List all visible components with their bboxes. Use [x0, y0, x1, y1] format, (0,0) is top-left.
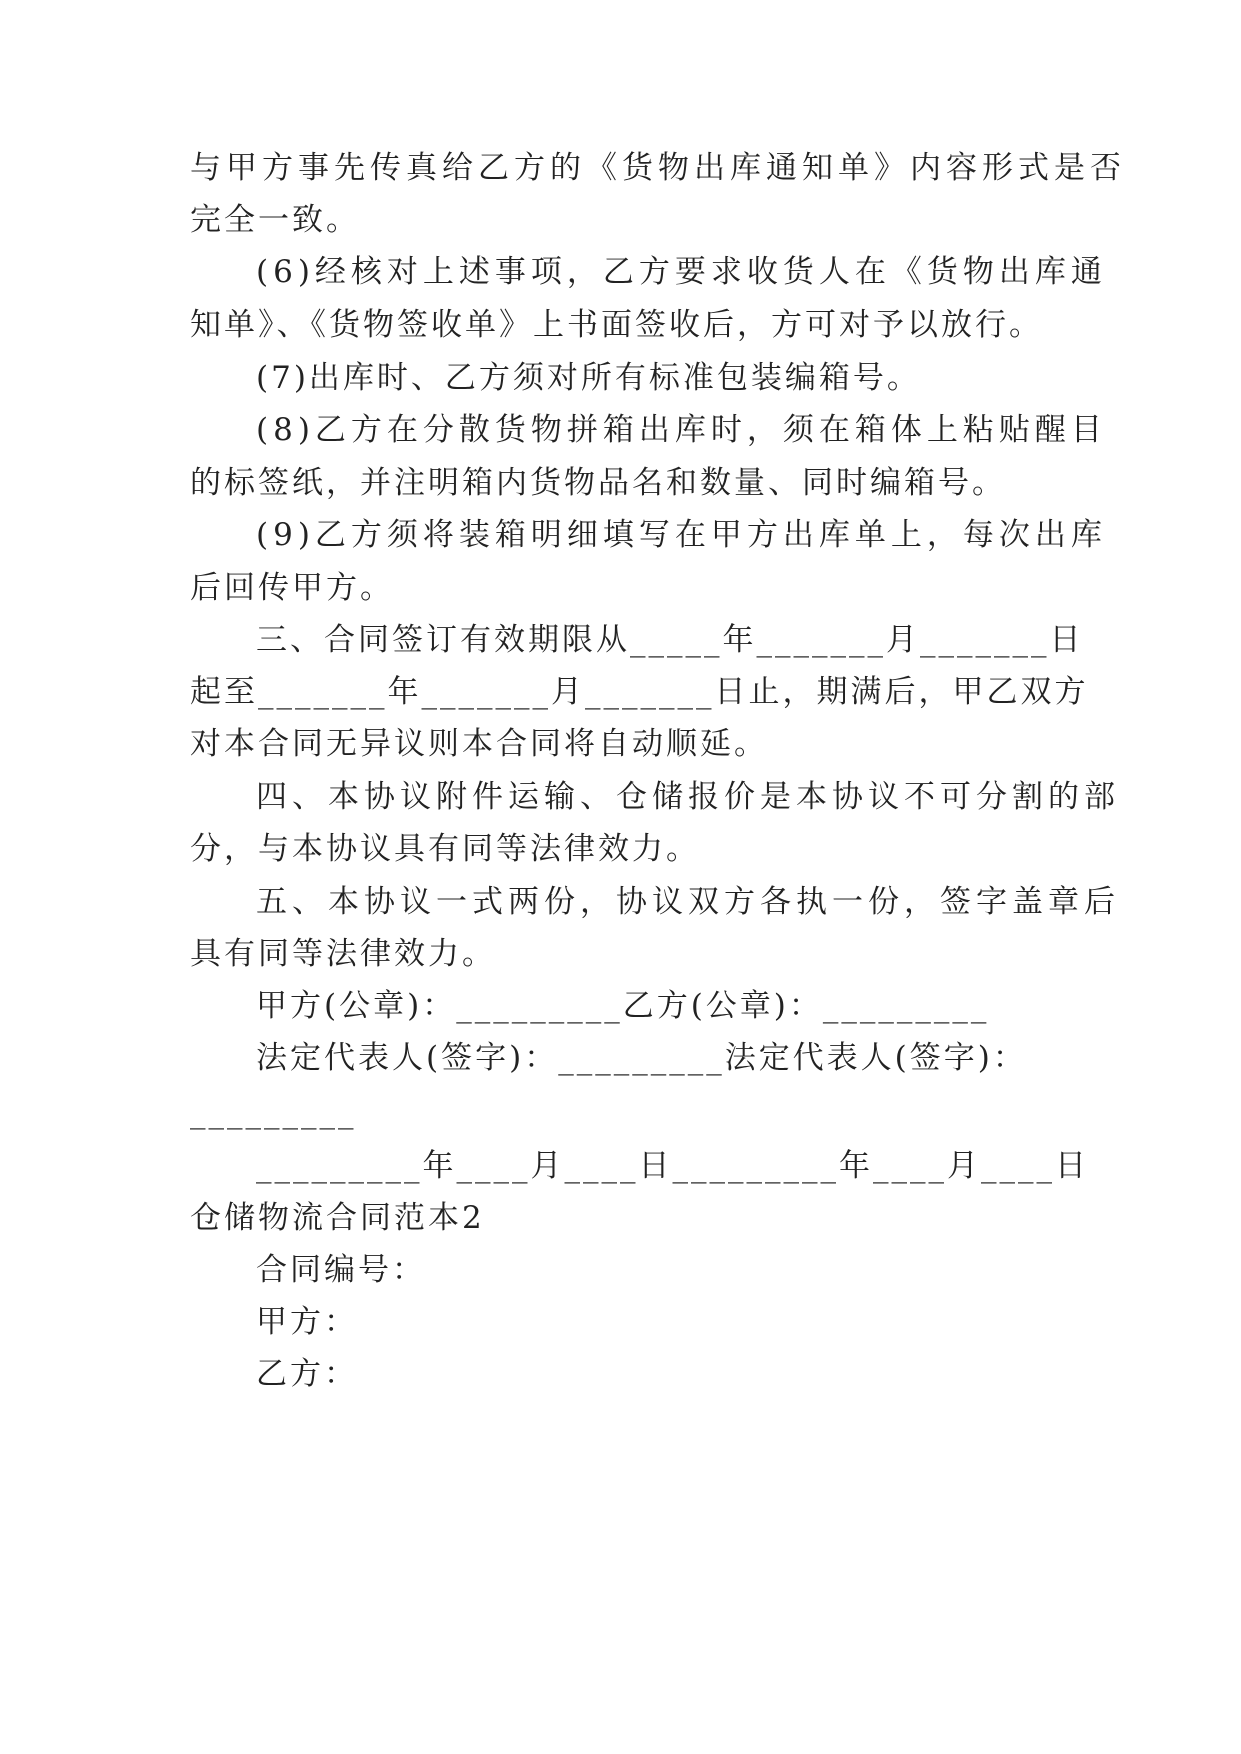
paragraph-line: 分，与本协议具有同等法律效力。 [190, 831, 700, 867]
party-b-label: 乙方： [256, 1356, 358, 1392]
signature-blank: _________ [190, 1094, 357, 1130]
paragraph-line: 四、本协议附件运输、仓储报价是本协议不可分割的部 [256, 779, 1120, 815]
section-title: 仓储物流合同范本2 [190, 1200, 485, 1236]
contract-number-label: 合同编号： [256, 1252, 426, 1288]
paragraph-line: 后回传甲方。 [190, 570, 394, 606]
paragraph-line: (8)乙方在分散货物拼箱出库时，须在箱体上粘贴醒目 [256, 412, 1107, 448]
paragraph-line: 三、合同签订有效期限从_____年_______月_______日 [256, 622, 1084, 658]
signature-line-representative: 法定代表人(签字)：_________法定代表人(签字)： [256, 1040, 1027, 1076]
paragraph-line: 五、本协议一式两份，协议双方各执一份，签字盖章后 [256, 884, 1120, 920]
date-line: _________年____月____日_________年____月____日 [256, 1148, 1089, 1184]
paragraph-line: (7)出库时、乙方须对所有标准包装编箱号。 [256, 360, 921, 396]
paragraph-line: 具有同等法律效力。 [190, 936, 496, 972]
party-a-label: 甲方： [256, 1304, 358, 1340]
paragraph-line: (9)乙方须将装箱明细填写在甲方出库单上，每次出库 [256, 517, 1107, 553]
signature-line-seal: 甲方(公章)：_________乙方(公章)：_________ [256, 988, 990, 1024]
paragraph-line: 的标签纸，并注明箱内货物品名和数量、同时编箱号。 [190, 465, 1006, 501]
paragraph-line: 对本合同无异议则本合同将自动顺延。 [190, 726, 768, 762]
paragraph-line: 知单》、《货物签收单》上书面签收后，方可对予以放行。 [190, 307, 1043, 343]
paragraph-line: 与甲方事先传真给乙方的《货物出库通知单》内容形式是否 [190, 150, 1126, 186]
paragraph-line: 完全一致。 [190, 202, 360, 238]
paragraph-line: (6)经核对上述事项，乙方要求收货人在《货物出库通 [256, 254, 1107, 290]
paragraph-line: 起至_______年_______月_______日止，期满后，甲乙双方 [190, 674, 1089, 710]
